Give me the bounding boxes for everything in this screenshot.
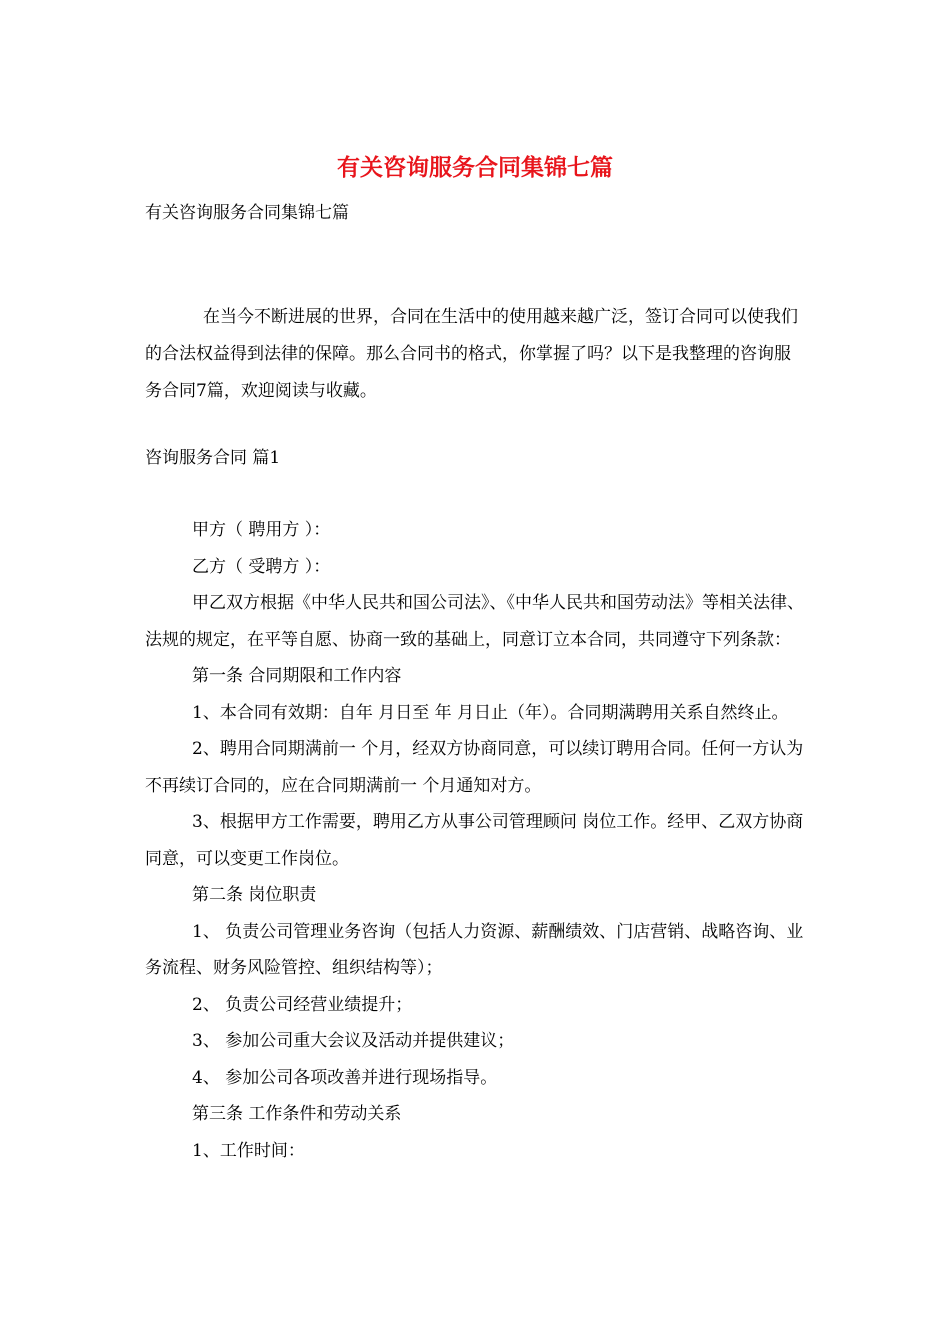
section-heading: 咨询服务合同 篇1 bbox=[145, 448, 281, 468]
party-b-line: 乙方（ 受聘方 ）： bbox=[192, 556, 331, 577]
article-2-clause-2: 2、 负责公司经营业绩提升； bbox=[192, 994, 413, 1015]
article-2-heading: 第二条 岗位职责 bbox=[192, 885, 317, 905]
article-3-clause-1: 1、工作时间： bbox=[192, 1140, 305, 1161]
article-1-clause-1: 1、本合同有效期：自年 月日至 年 月日止（年）。合同期满聘用关系自然终止。 bbox=[192, 702, 789, 723]
document-subtitle: 有关咨询服务合同集锦七篇 bbox=[145, 203, 349, 223]
article-2-clause-3: 3、 参加公司重大会议及活动并提供建议； bbox=[192, 1031, 515, 1051]
party-a-line: 甲方（ 聘用方 ）： bbox=[192, 520, 331, 540]
article-2-clause-4: 4、 参加公司各项改善并进行现场指导。 bbox=[192, 1067, 498, 1088]
article-1-clause-3: 3、根据甲方工作需要，聘用乙方从事公司管理顾问 岗位工作。经甲、乙双方协商同意，可以变更工作岗位。 bbox=[145, 812, 804, 869]
article-2-clause-1: 1、 负责公司管理业务咨询（包括人力资源、薪酬绩效、门店营销、战略咨询、业务流程、财务风险管控、组织结构等）； bbox=[145, 921, 804, 978]
article-1-clause-2: 2、聘用合同期满前一 个月，经双方协商同意，可以续订聘用合同。任何一方认为不再续订合同的，应在合同期满前一 个月通知对方。 bbox=[145, 739, 804, 796]
article-1-heading: 第一条 合同期限和工作内容 bbox=[192, 666, 402, 686]
document-title: 有关咨询服务合同集锦七篇 bbox=[337, 154, 613, 181]
contract-body bbox=[145, 512, 805, 1169]
preamble-paragraph: 甲乙双方根据《中华人民共和国公司法》、《中华人民共和国劳动法》等相关法律、法规的规定，在平等自愿、协商一致的基础上，同意订立本合同，共同遵守下列条款： bbox=[145, 593, 804, 650]
article-3-heading: 第三条 工作条件和劳动关系 bbox=[192, 1104, 402, 1124]
intro-paragraph: 在当今不断进展的世界，合同在生活中的使用越来越广泛，签订合同可以使我们的合法权益得到法律的保障。那么合同书的格式，你掌握了吗？以下是我整理的咨询服务合同7篇，欢迎阅读与收藏。 bbox=[145, 307, 798, 401]
